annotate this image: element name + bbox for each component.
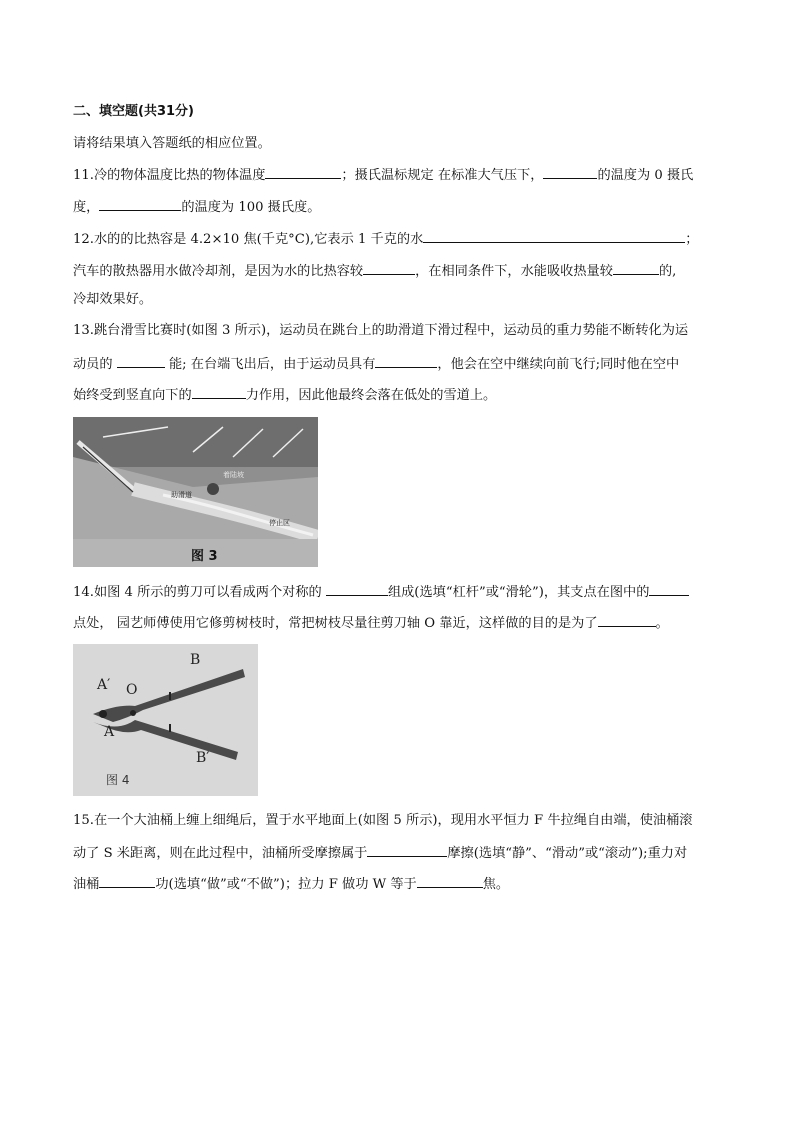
figure-3-ski-jump — [73, 417, 318, 567]
section-title: 二、填空题(共31分) — [73, 104, 194, 119]
label-o: O — [126, 682, 138, 698]
q12-line3: 冷却效果好。 — [73, 292, 153, 307]
answer-blank[interactable] — [363, 261, 415, 275]
label-a: A — [104, 724, 115, 740]
answer-blank[interactable] — [192, 385, 246, 399]
answer-blank[interactable] — [99, 197, 181, 211]
q15-line1: 15.在一个大油桶上缠上细绳后，置于水平地面上(如图 5 所示)，现用水平恒力 F 牛拉绳自由端，使油桶滚 — [73, 813, 693, 828]
q13-line3: 始终受到竖直向下的 力作用，因此他最终会落在低处的雪道上。 — [73, 385, 496, 405]
figure-3-caption: 图 3 — [191, 549, 218, 564]
answer-blank[interactable] — [649, 582, 689, 596]
answer-blank[interactable] — [417, 874, 483, 888]
answer-blank[interactable] — [99, 874, 155, 888]
q12-line2: 汽车的散热器用水做冷却剂，是因为水的比热容较 ，在相同条件下，水能吸收热量较 的, — [73, 261, 676, 281]
q14-line2: 点处， 园艺师傅使用它修剪树枝时，常把树枝尽量往剪刀轴 O 靠近，这样做的目的是为了 。 — [73, 613, 669, 633]
answer-blank[interactable] — [613, 261, 659, 275]
label-b: B — [190, 652, 201, 668]
q15-line2: 动了 S 米距离，则在此过程中，油桶所受摩擦属于 摩擦(选填“静”、“滑动”或“滚动”);重力对 — [73, 843, 687, 863]
fig3-label: 着陆坡 — [223, 471, 244, 479]
fig3-label: 助滑道 — [171, 491, 192, 499]
answer-blank[interactable] — [423, 229, 685, 243]
q11-line2: 度， 的温度为 100 摄氏度。 — [73, 197, 320, 217]
answer-blank[interactable] — [375, 354, 437, 368]
label-a-prime: A′ — [97, 677, 111, 693]
q13-line2: 动员的 能; 在台端飞出后，由于运动员具有 ，他会在空中继续向前飞行;同时他在空中 — [73, 354, 679, 374]
answer-blank[interactable] — [543, 165, 597, 179]
answer-blank[interactable] — [117, 354, 165, 368]
ski-jump-illustration — [73, 417, 318, 567]
section-instruction: 请将结果填入答题纸的相应位置。 — [73, 136, 271, 151]
fig3-label: 停止区 — [269, 519, 290, 527]
figure-4-scissors — [73, 644, 258, 796]
answer-blank[interactable] — [367, 843, 447, 857]
answer-blank[interactable] — [598, 613, 656, 627]
scissors-illustration — [73, 644, 258, 796]
q12-line1: 12.水的的比热容是 4.2×10 焦(千克°C),它表示 1 千克的水 ； — [73, 229, 698, 249]
q14-line1: 14.如图 4 所示的剪刀可以看成两个对称的 组成(选填“杠杆”或“滑轮”)，其支点在图中的 — [73, 582, 689, 602]
answer-blank[interactable] — [326, 582, 388, 596]
q13-line1: 13.跳台滑雪比赛时(如图 3 所示)，运动员在跳台上的助滑道下滑过程中，运动员的重力势能不断转化为运 — [73, 323, 689, 338]
figure-4-caption: 图 4 — [106, 773, 130, 787]
q15-line3: 油桶 功(选填“做”或“不做”)；拉力 F 做功 W 等于 焦。 — [73, 874, 509, 894]
answer-blank[interactable] — [265, 165, 341, 179]
q11-line1: 11.冷的物体温度比热的物体温度 ；摄氏温标规定 在标准大气压下， 的温度为 0 摄氏 — [73, 165, 693, 185]
label-b-prime: B′ — [196, 750, 210, 766]
